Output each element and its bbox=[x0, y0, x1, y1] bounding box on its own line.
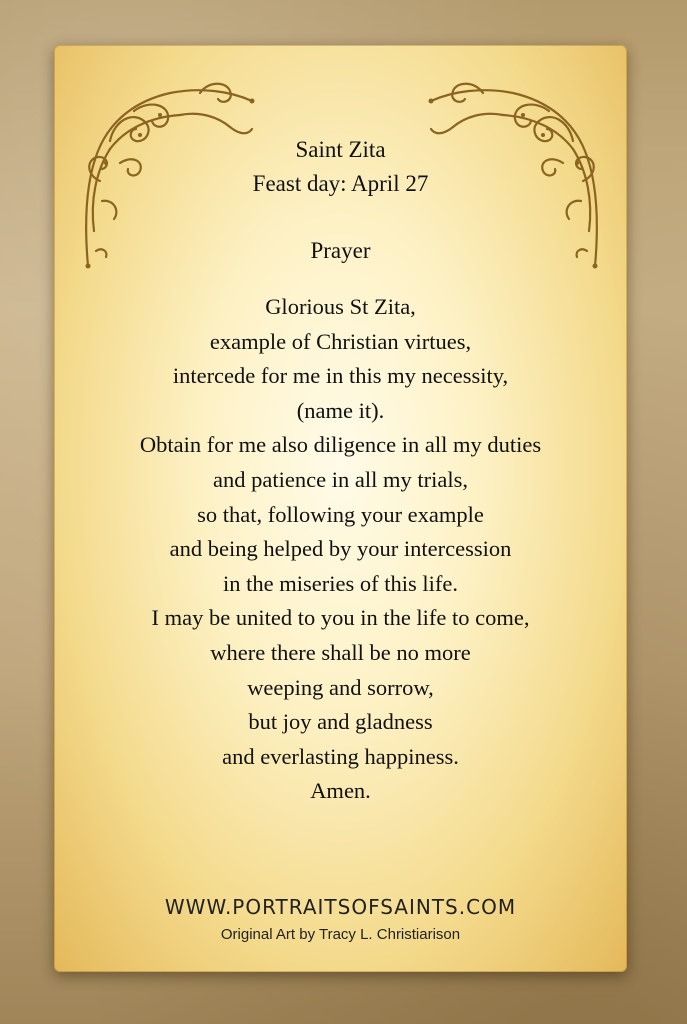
saint-name: Saint Zita bbox=[295, 137, 386, 162]
prayer-line: (name it). bbox=[296, 397, 385, 423]
artist-credit: Original Art by Tracy L. Christiarison bbox=[220, 926, 461, 943]
prayer-line: and patience in all my trials, bbox=[213, 466, 468, 492]
prayer-line: intercede for me in this my necessity, bbox=[172, 363, 509, 389]
prayer-line: but joy and gladness bbox=[248, 709, 433, 735]
prayer-line: in the miseries of this life. bbox=[223, 570, 458, 596]
prayer-heading: Prayer bbox=[310, 238, 371, 263]
prayer-line: Amen. bbox=[310, 778, 371, 804]
card-title bbox=[54, 133, 627, 201]
prayer-line: Obtain for me also diligence in all my duties bbox=[139, 432, 542, 458]
website-link[interactable]: WWW.PORTRAITSOFSAINTS.COM bbox=[164, 895, 517, 919]
prayer-line: example of Christian virtues, bbox=[209, 328, 472, 354]
prayer-line: Glorious St Zita, bbox=[265, 294, 416, 319]
prayer-line: and everlasting happiness. bbox=[222, 743, 459, 769]
prayer-line: I may be united to you in the life to come, bbox=[151, 605, 530, 631]
prayer-line: and being helped by your intercession bbox=[169, 536, 512, 562]
feast-day: Feast day: April 27 bbox=[252, 171, 429, 196]
prayer-line: where there shall be no more bbox=[210, 639, 471, 665]
prayer-line: so that, following your example bbox=[197, 501, 484, 527]
prayer-line: weeping and sorrow, bbox=[247, 674, 434, 700]
prayer-body bbox=[54, 290, 627, 809]
prayer-card bbox=[54, 45, 627, 972]
